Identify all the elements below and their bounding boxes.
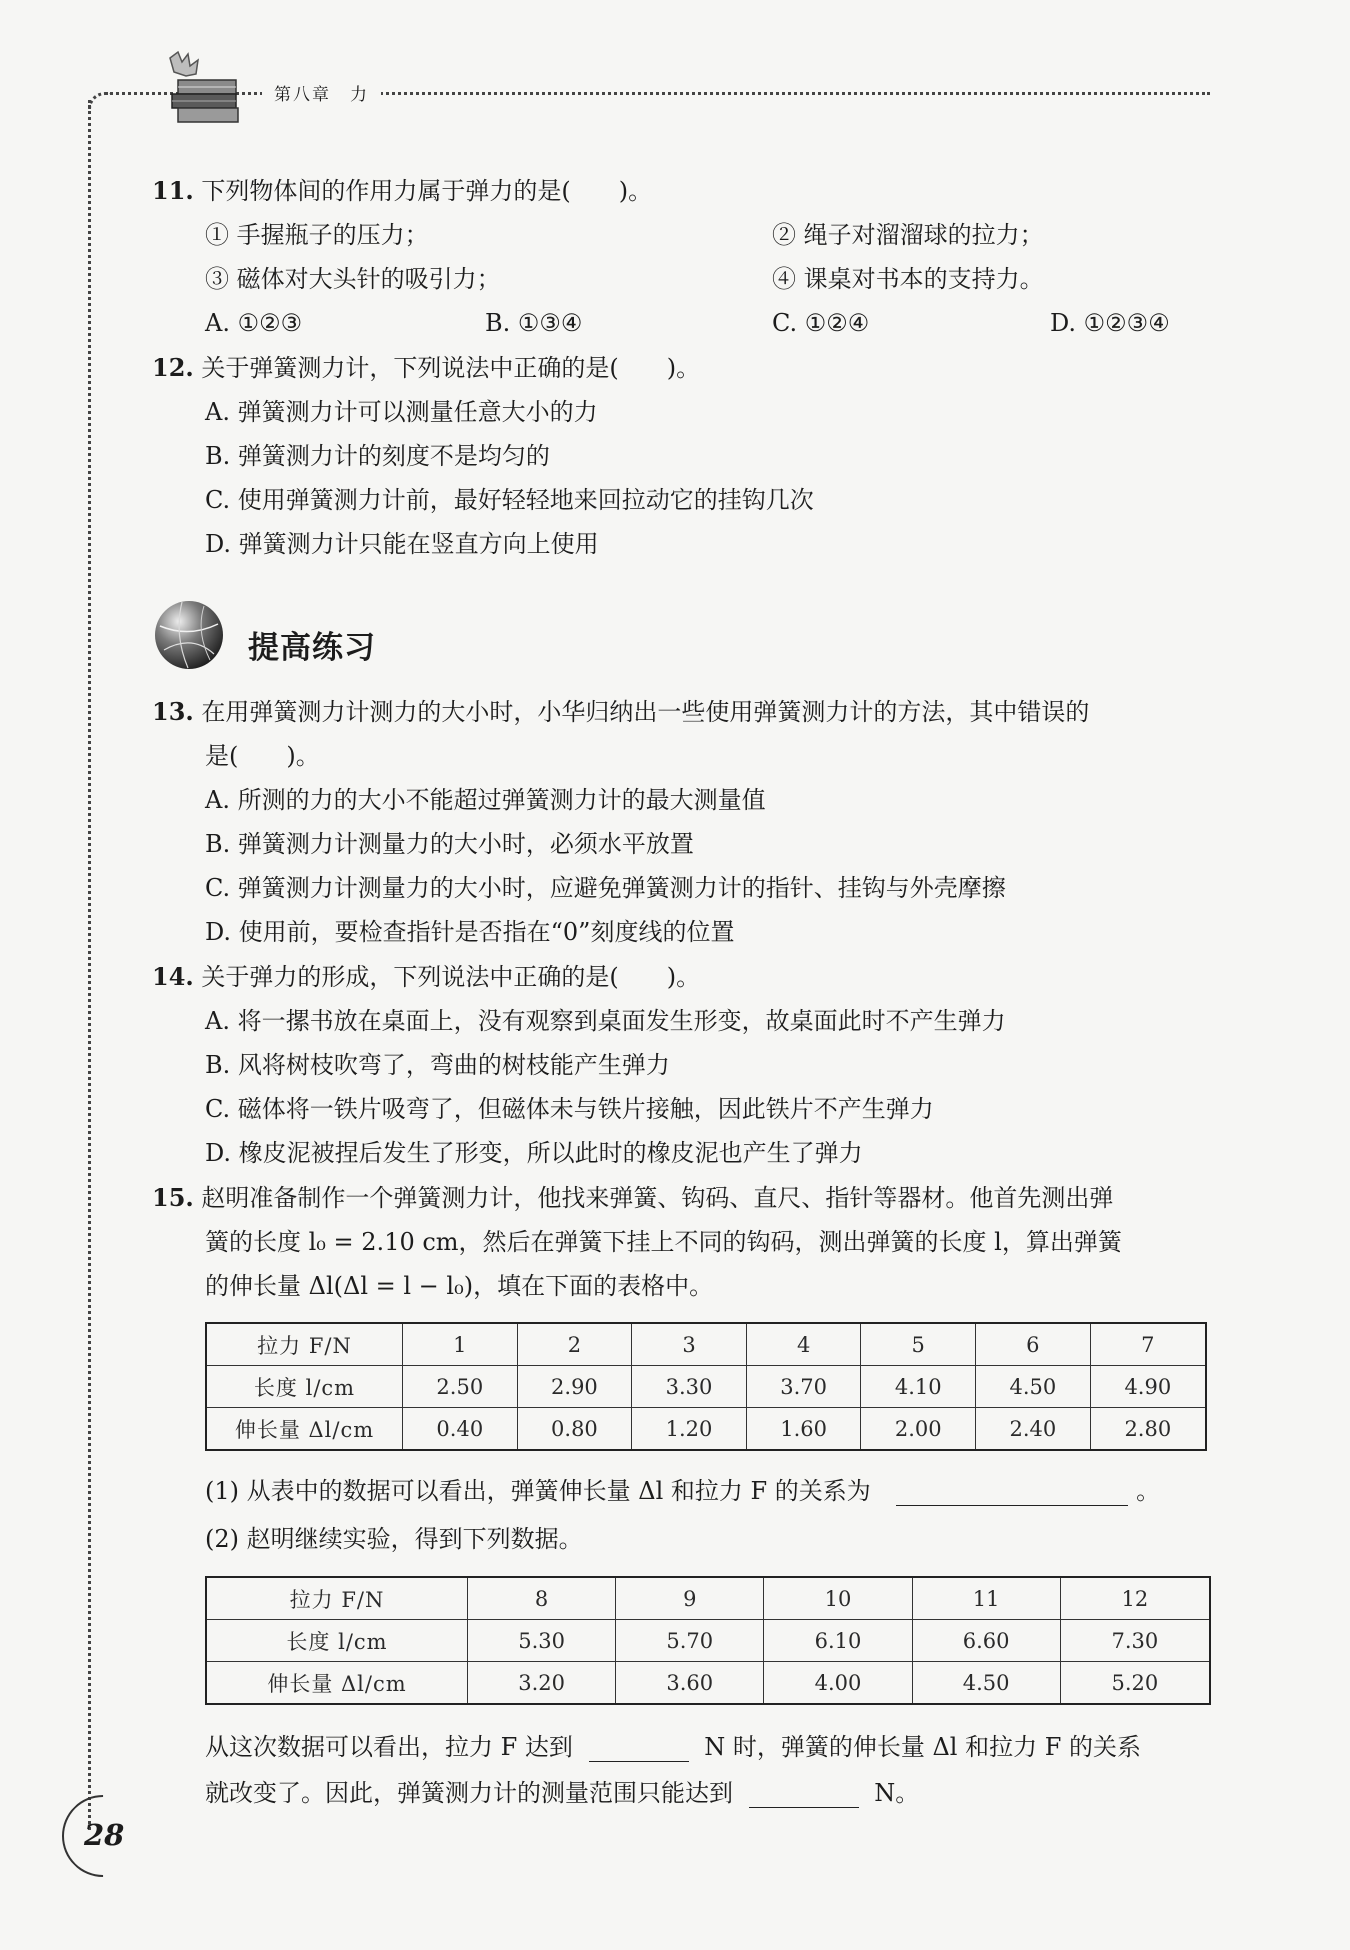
- table-cell: 5.30: [468, 1620, 616, 1662]
- table-cell: 7.30: [1060, 1620, 1210, 1662]
- table-cell: 5.20: [1060, 1662, 1210, 1705]
- conclusion-text: N。: [874, 1779, 920, 1807]
- option-a: A. 弹簧测力计可以测量任意大小的力: [205, 398, 598, 426]
- item-2: ② 绳子对溜溜球的拉力；: [772, 221, 1044, 249]
- page-number: 28: [84, 1818, 125, 1852]
- option-b: B. 风将树枝吹弯了，弯曲的树枝能产生弹力: [205, 1051, 670, 1079]
- table-cell: 3.20: [468, 1662, 616, 1705]
- table-row-extension: [206, 1408, 1206, 1451]
- conclusion-line-2: [205, 1778, 919, 1808]
- table-cell: 4.10: [861, 1366, 976, 1408]
- question-stem: 关于弹簧测力计，下列说法中正确的是( )。: [201, 354, 701, 382]
- table-row-length: [206, 1620, 1210, 1662]
- table-cell: 2.80: [1090, 1408, 1206, 1451]
- table-cell: 3.70: [746, 1366, 861, 1408]
- table-cell: 6.60: [912, 1620, 1060, 1662]
- question-15: [152, 1183, 1113, 1213]
- option-d: D. 橡皮泥被捏后发生了形变，所以此时的橡皮泥也产生了弹力: [205, 1139, 863, 1167]
- option-b: B. 弹簧测力计测量力的大小时，必须水平放置: [205, 830, 694, 858]
- table-cell: 5.70: [616, 1620, 764, 1662]
- question-stem: 下列物体间的作用力属于弹力的是( )。: [201, 177, 653, 205]
- option-d: D. ①②③④: [1050, 309, 1170, 337]
- table-cell: 4.00: [764, 1662, 912, 1705]
- conclusion-text: 从这次数据可以看出，拉力 F 达到: [205, 1733, 573, 1761]
- conclusion-text: 就改变了。因此，弹簧测力计的测量范围只能达到: [205, 1779, 733, 1807]
- option-b: B. 弹簧测力计的刻度不是均匀的: [205, 442, 550, 470]
- table-cell: 4.90: [1090, 1366, 1206, 1408]
- question-stem: 在用弹簧测力计测力的大小时，小华归纳出一些使用弹簧测力计的方法，其中错误的: [201, 698, 1090, 726]
- item-3: ③ 磁体对大头针的吸引力；: [205, 265, 501, 293]
- left-margin-rule: [88, 100, 91, 1830]
- table-row-force: [206, 1577, 1210, 1620]
- table-cell: 6: [976, 1323, 1091, 1366]
- item-1: ① 手握瓶子的压力；: [205, 221, 429, 249]
- data-table-1: [205, 1322, 1207, 1451]
- sub-question-1: [205, 1476, 1160, 1506]
- table-cell: 4: [746, 1323, 861, 1366]
- option-a: A. ①②③: [205, 309, 303, 337]
- table-row-extension: [206, 1662, 1210, 1705]
- table-cell: 5: [861, 1323, 976, 1366]
- table-cell: 2.00: [861, 1408, 976, 1451]
- table-cell: 4.50: [912, 1662, 1060, 1705]
- option-c: C. 弹簧测力计测量力的大小时，应避免弹簧测力计的指针、挂钩与外壳摩擦: [205, 874, 1006, 902]
- table-cell: 2.50: [403, 1366, 518, 1408]
- question-stem: 关于弹力的形成，下列说法中正确的是( )。: [201, 963, 701, 991]
- question-number: 11.: [152, 176, 194, 205]
- question-number: 15.: [152, 1183, 194, 1212]
- question-11: [152, 176, 652, 206]
- answer-blank[interactable]: [589, 1737, 689, 1762]
- answer-blank[interactable]: [896, 1481, 1128, 1506]
- conclusion-line-1: [205, 1732, 1141, 1762]
- table-cell: 6.10: [764, 1620, 912, 1662]
- table-cell: 3.60: [616, 1662, 764, 1705]
- table-cell: 4.50: [976, 1366, 1091, 1408]
- table-cell: 2.40: [976, 1408, 1091, 1451]
- table-cell: 9: [616, 1577, 764, 1620]
- row-label: 拉力 F/N: [206, 1323, 403, 1366]
- table-cell: 8: [468, 1577, 616, 1620]
- question-stem: 赵明准备制作一个弹簧测力计，他找来弹簧、钩码、直尺、指针等器材。他首先测出弹: [201, 1184, 1114, 1212]
- sub-question-end: 。: [1136, 1477, 1161, 1505]
- data-table-2: [205, 1576, 1211, 1705]
- row-label: 伸长量 Δl/cm: [206, 1408, 403, 1451]
- table-cell: 12: [1060, 1577, 1210, 1620]
- option-a: A. 将一摞书放在桌面上，没有观察到桌面发生形变，故桌面此时不产生弹力: [205, 1007, 1006, 1035]
- table-cell: 3: [632, 1323, 747, 1366]
- table-cell: 1.60: [746, 1408, 861, 1451]
- question-stem-line3: 的伸长量 Δl(Δl = l − l₀)，填在下面的表格中。: [205, 1272, 714, 1300]
- answer-blank[interactable]: [749, 1783, 859, 1808]
- question-13: [152, 697, 1089, 727]
- table-row-force: [206, 1323, 1206, 1366]
- row-label: 拉力 F/N: [206, 1577, 468, 1620]
- section-title: 提高练习: [248, 630, 376, 666]
- option-d: D. 使用前，要检查指针是否指在“0”刻度线的位置: [205, 918, 735, 946]
- books-icon: [148, 50, 248, 128]
- option-d: D. 弹簧测力计只能在竖直方向上使用: [205, 530, 599, 558]
- option-c: C. 磁体将一铁片吸弯了，但磁体未与铁片接触，因此铁片不产生弹力: [205, 1095, 934, 1123]
- table-cell: 10: [764, 1577, 912, 1620]
- row-label: 长度 l/cm: [206, 1366, 403, 1408]
- question-12: [152, 353, 700, 383]
- globe-icon: [152, 598, 226, 672]
- sub-question-2: (2) 赵明继续实验，得到下列数据。: [205, 1525, 583, 1553]
- table-cell: 11: [912, 1577, 1060, 1620]
- table-cell: 0.40: [403, 1408, 518, 1451]
- row-label: 长度 l/cm: [206, 1620, 468, 1662]
- table-cell: 2.90: [517, 1366, 632, 1408]
- question-number: 13.: [152, 697, 194, 726]
- item-4: ④ 课桌对书本的支持力。: [772, 265, 1044, 293]
- table-cell: 1: [403, 1323, 518, 1366]
- table-cell: 0.80: [517, 1408, 632, 1451]
- question-14: [152, 962, 700, 992]
- table-cell: 1.20: [632, 1408, 747, 1451]
- sub-question-text: (1) 从表中的数据可以看出，弹簧伸长量 Δl 和拉力 F 的关系为: [205, 1477, 871, 1505]
- table-cell: 7: [1090, 1323, 1206, 1366]
- question-number: 12.: [152, 353, 194, 382]
- option-b: B. ①③④: [485, 309, 583, 337]
- conclusion-text: N 时，弹簧的伸长量 Δl 和拉力 F 的关系: [704, 1733, 1142, 1761]
- question-stem-continued: 是( )。: [205, 742, 320, 770]
- table-cell: 2: [517, 1323, 632, 1366]
- question-stem-line2: 簧的长度 l₀ = 2.10 cm，然后在弹簧下挂上不同的钩码，测出弹簧的长度 l，算出弹簧: [205, 1228, 1122, 1256]
- option-a: A. 所测的力的大小不能超过弹簧测力计的最大测量值: [205, 786, 766, 814]
- table-row-length: [206, 1366, 1206, 1408]
- option-c: C. 使用弹簧测力计前，最好轻轻地来回拉动它的挂钩几次: [205, 486, 814, 514]
- chapter-title: 第八章 力: [262, 80, 381, 105]
- question-number: 14.: [152, 962, 194, 991]
- row-label: 伸长量 Δl/cm: [206, 1662, 468, 1705]
- option-c: C. ①②④: [772, 309, 870, 337]
- table-cell: 3.30: [632, 1366, 747, 1408]
